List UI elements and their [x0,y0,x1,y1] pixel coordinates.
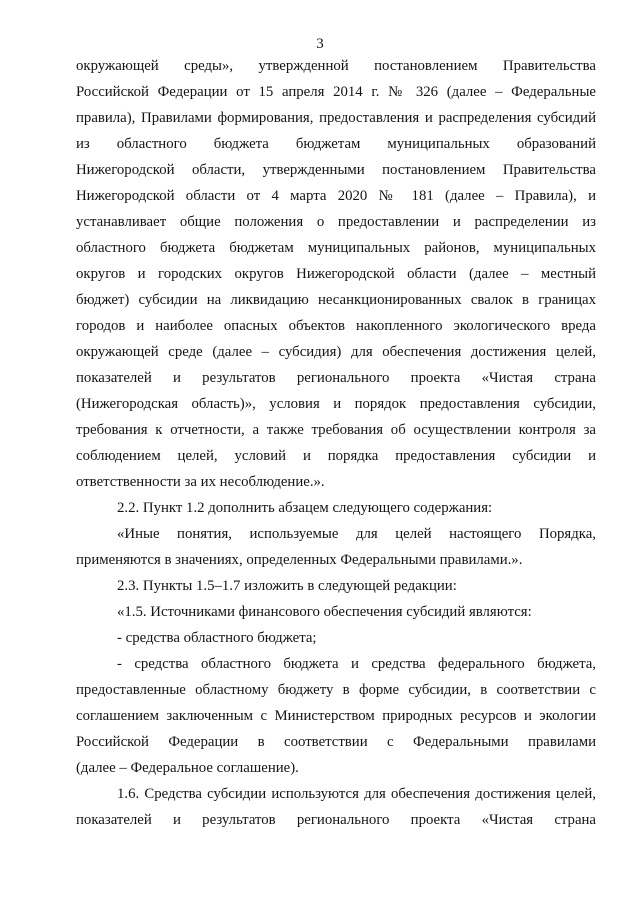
text-line: 2.3. Пункты 1.5–1.7 изложить в следующей редакции: [117,578,457,594]
text-line: из областного бюджета бюджетам муниципальных образований [76,136,596,152]
text-line: областного бюджета бюджетам муниципальных районов, муниципальных [76,240,596,256]
text-line: показателей и результатов регионального проекта «Чистая страна [76,812,596,828]
text-line: требования к отчетности, а также требования об осуществлении контроля за [76,422,596,438]
text-line: 2.2. Пункт 1.2 дополнить абзацем следующего содержания: [117,500,493,516]
text-line: Нижегородской области от 4 марта 2020 № 181 (далее – Правила), и [76,188,596,204]
text-line: городов и наиболее опасных объектов накопленного экологического вреда [76,318,596,334]
text-line: соглашением заключенным с Министерством природных ресурсов и экологии [76,708,596,724]
text-line: округов и городских округов Нижегородской области (далее – местный [76,266,596,282]
text-line: предоставленные областному бюджету в форме субсидии, в соответствии с [76,682,596,698]
text-line: окружающей среды», утвержденной постановлением Правительства [76,58,596,74]
text-line: «Иные понятия, используемые для целей настоящего Порядка, [117,526,596,542]
text-line: ответственности за их несоблюдение.». [76,474,325,490]
text-line: соблюдением целей, условий и порядка предоставления субсидии и [76,448,596,464]
text-line: Нижегородской области, утвержденными постановлением Правительства [76,162,596,178]
text-line: (Нижегородская область)», условия и порядок предоставления субсидии, [76,396,596,412]
text-line: - средства областного бюджета и средства федерального бюджета, [117,656,596,672]
text-line: устанавливает общие положения о предоставлении и распределении из [76,214,596,230]
text-line: (далее – Федеральное соглашение). [76,760,299,776]
text-line: окружающей среде (далее – субсидия) для обеспечения достижения целей, [76,344,596,360]
text-line: 1.6. Средства субсидии используются для обеспечения достижения целей, [117,786,596,802]
text-line: Российской Федерации от 15 апреля 2014 г. № 326 (далее – Федеральные [76,84,596,100]
text-line: правила), Правилами формирования, предоставления и распределения субсидий [76,110,596,126]
text-line: Российской Федерации в соответствии с Федеральными правилами [76,734,596,750]
text-line: «1.5. Источниками финансового обеспечения субсидий являются: [117,604,532,620]
page-number: 3 [316,36,324,52]
text-line: показателей и результатов регионального проекта «Чистая страна [76,370,596,386]
text-line: - средства областного бюджета; [117,630,317,646]
text-line: применяются в значениях, определенных Федеральными правилами.». [76,552,523,568]
text-line: бюджет) субсидии на ликвидацию несанкционированных свалок в границах [76,292,596,308]
